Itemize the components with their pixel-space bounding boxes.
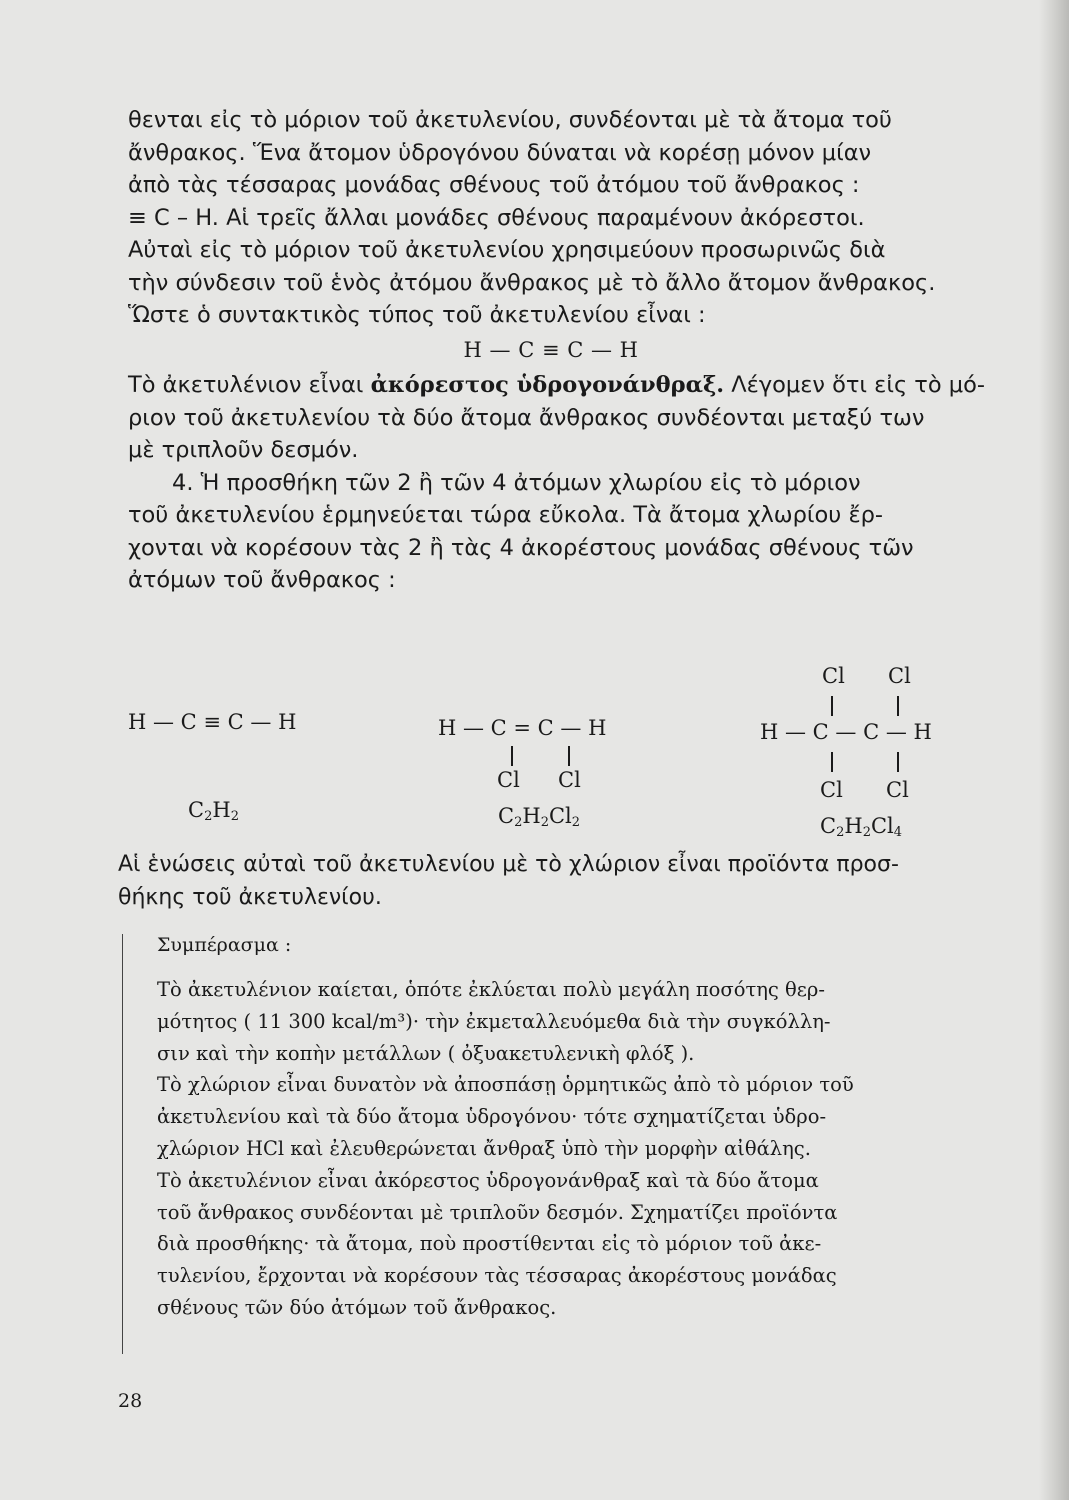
formula-name-c2h2cl4 bbox=[820, 814, 902, 840]
conclusion-line: Τὸ χλώριον εἶναι δυνατὸν νὰ ἀποσπάσῃ ὁρμητικῶς ἀπὸ τὸ μόριον τοῦ bbox=[157, 1073, 854, 1097]
conclusion-line: σιν καὶ τὴν κοπὴν μετάλλων ( ὀξυακετυλενικὴ φλόξ ). bbox=[157, 1041, 695, 1065]
formula-name-c2h2 bbox=[188, 798, 239, 824]
formula-text: H bbox=[212, 798, 231, 822]
text-line: χονται νὰ κορέσουν τὰς 2 ἢ τὰς 4 ἀκορέστους μονάδας σθένους τῶν bbox=[128, 534, 914, 561]
bond-line bbox=[511, 746, 513, 766]
text-line: ≡ C – H. Αἱ τρεῖς ἄλλαι μονάδες σθένους παραμένουν ἀκόρεστοι. bbox=[128, 204, 865, 231]
conclusion-line: Τὸ ἀκετυλένιον εἶναι ἀκόρεστος ὑδρογονάνθραξ καὶ τὰ δύο ἄτομα bbox=[157, 1168, 819, 1192]
structural-formula-acetylene: H — C ≡ C — H bbox=[463, 337, 639, 362]
bond-line bbox=[831, 696, 833, 716]
formula-text: C bbox=[820, 814, 837, 838]
conclusion-box bbox=[122, 934, 973, 1354]
chlorine-atom: Cl bbox=[558, 768, 581, 792]
text-line bbox=[128, 369, 985, 402]
text-line: θενται εἰς τὸ μόριον τοῦ ἀκετυλενίου, συνδέονται μὲ τὰ ἄτομα τοῦ bbox=[128, 107, 892, 133]
conclusion-line: διὰ προσθήκης· τὰ ἄτομα, ποὺ προστίθενται εἰς τὸ μόριον τοῦ ἀκε- bbox=[157, 1232, 822, 1256]
subscript: 2 bbox=[862, 825, 871, 840]
formula-acetylene: H — C ≡ C — H bbox=[128, 710, 297, 734]
text-line: ἀπὸ τὰς τέσσαρας μονάδας σθένους τοῦ ἀτόμου τοῦ ἄνθρακος : bbox=[128, 172, 860, 198]
conclusion-line: χλώριον HCl καὶ ἐλευθερώνεται ἄνθραξ ὑπὸ τὴν μορφὴν αἰθάλης. bbox=[157, 1136, 811, 1160]
text-run: Λέγομεν ὅτι εἰς τὸ μό- bbox=[724, 372, 985, 398]
text-line: τὴν σύνδεσιν τοῦ ἑνὸς ἀτόμου ἄνθρακος μὲ τὸ ἄλλο ἄτομον ἄνθρακος. bbox=[128, 269, 936, 296]
formula-text: C bbox=[188, 798, 205, 822]
conclusion-line: ἀκετυλενίου καὶ τὰ δύο ἄτομα ὑδρογόνου· τότε σχηματίζεται ὑδρο- bbox=[157, 1105, 827, 1129]
bond-line bbox=[897, 696, 899, 716]
formula-name-c2h2cl2 bbox=[498, 804, 580, 830]
conclusion-line: σθένους τῶν δύο ἀτόμων τοῦ ἄνθρακος. bbox=[157, 1295, 557, 1319]
conclusion-line: τοῦ ἄνθρακος συνδέονται μὲ τριπλοῦν δεσμόν. Σχηματίζει προϊόντα bbox=[157, 1200, 838, 1224]
text-line: ἀτόμων τοῦ ἄνθρακος : bbox=[128, 567, 396, 593]
bond-line bbox=[897, 752, 899, 772]
chlorine-atom: Cl bbox=[497, 768, 520, 792]
text-line: ἄνθρακος. Ἕνα ἄτομον ὑδρογόνου δύναται νὰ κορέσῃ μόνον μίαν bbox=[128, 139, 872, 166]
subscript: 4 bbox=[893, 825, 903, 840]
text-line: θήκης τοῦ ἀκετυλενίου. bbox=[118, 885, 382, 910]
chlorine-atom: Cl bbox=[886, 778, 909, 802]
text-line: Ὥστε ὁ συντακτικὸς τύπος τοῦ ἀκετυλενίου εἶναι : bbox=[128, 302, 706, 328]
chlorine-atom: Cl bbox=[888, 664, 911, 688]
bond-line bbox=[568, 746, 570, 766]
subscript: 2 bbox=[230, 809, 239, 824]
text-line: μὲ τριπλοῦν δεσμόν. bbox=[128, 437, 359, 463]
after-formulas-text bbox=[118, 848, 978, 914]
formula-text: C bbox=[498, 804, 515, 828]
conclusion-line: Τὸ ἀκετυλένιον καίεται, ὁπότε ἐκλύεται πολὺ μεγάλη ποσότης θερ- bbox=[157, 978, 825, 1001]
formula-text: H bbox=[522, 804, 541, 828]
text-line: Αὐταὶ εἰς τὸ μόριον τοῦ ἀκετυλενίου χρησιμεύουν προσωρινῶς διὰ bbox=[128, 237, 886, 263]
formula-tetrachloroethane: H — C — C — H bbox=[760, 720, 932, 744]
bond-line bbox=[831, 752, 833, 772]
subscript: 2 bbox=[540, 815, 549, 830]
bold-term: ἀκόρεστος ὑδρογονάνθραξ. bbox=[370, 372, 725, 398]
text-line: ριον τοῦ ἀκετυλενίου τὰ δύο ἄτομα ἄνθρακος συνδέονται μεταξύ των bbox=[128, 404, 925, 431]
chlorine-atom: Cl bbox=[820, 778, 843, 802]
conclusion-line: τυλενίου, ἔρχονται νὰ κορέσουν τὰς τέσσαρας ἀκορέστους μονάδας bbox=[157, 1264, 837, 1288]
text-run: Τὸ ἀκετυλένιον εἶναι bbox=[128, 372, 371, 398]
text-line: Αἱ ἑνώσεις αὐταὶ τοῦ ἀκετυλενίου μὲ τὸ χλώριον εἶναι προϊόντα προσ- bbox=[118, 852, 899, 877]
formula-text: Cl bbox=[870, 814, 894, 838]
text-line: 4. Ἡ προσθήκη τῶν 2 ἢ τῶν 4 ἀτόμων χλωρίου εἰς τὸ μόριον bbox=[172, 469, 861, 496]
subscript: 2 bbox=[571, 815, 581, 830]
conclusion-line: μότητος ( 11 300 kcal/m³)· τὴν ἐκμεταλλευόμεθα διὰ τὴν συγκόλλη- bbox=[157, 1009, 831, 1033]
text-line: τοῦ ἀκετυλενίου ἑρμηνεύεται τώρα εὔκολα. Τὰ ἄτομα χλωρίου ἔρ- bbox=[128, 502, 884, 528]
formula-text: Cl bbox=[548, 804, 572, 828]
page-number: 28 bbox=[118, 1390, 143, 1412]
chlorination-formulas bbox=[120, 660, 980, 850]
main-text bbox=[128, 104, 985, 597]
formula-dichloroethene: H — C = C — H bbox=[438, 716, 607, 740]
conclusion-title: Συμπέρασμα : bbox=[157, 934, 292, 956]
page-edge-shadow bbox=[1039, 0, 1069, 1500]
subscript: 2 bbox=[836, 825, 845, 840]
formula-text: H bbox=[844, 814, 863, 838]
conclusion-body bbox=[157, 974, 967, 1324]
chlorine-atom: Cl bbox=[822, 664, 845, 688]
subscript: 2 bbox=[514, 815, 523, 830]
subscript: 2 bbox=[204, 809, 213, 824]
